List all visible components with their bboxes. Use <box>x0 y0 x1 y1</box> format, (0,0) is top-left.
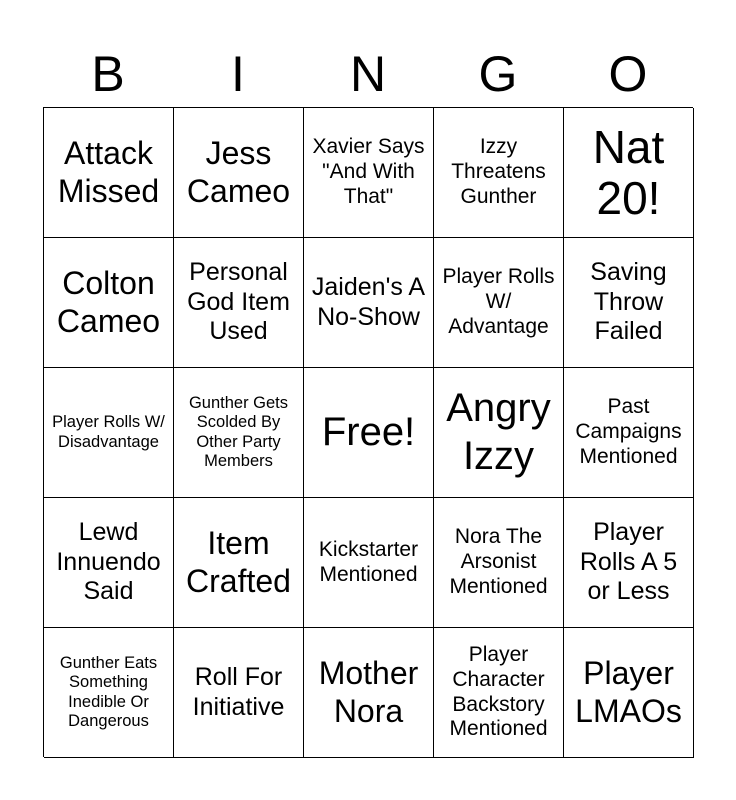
bingo-cell[interactable]: Roll For Initiative <box>174 628 304 758</box>
bingo-cell[interactable]: Mother Nora <box>304 628 434 758</box>
bingo-cell[interactable]: Player Character Backstory Mentioned <box>434 628 564 758</box>
bingo-cell[interactable]: Kickstarter Mentioned <box>304 498 434 628</box>
bingo-cell[interactable]: Nora The Arsonist Mentioned <box>434 498 564 628</box>
bingo-cell[interactable]: Player LMAOs <box>564 628 694 758</box>
bingo-cell[interactable]: Player Rolls A 5 or Less <box>564 498 694 628</box>
bingo-cell[interactable]: Jaiden's A No-Show <box>304 238 434 368</box>
bingo-cell[interactable]: Izzy Threatens Gunther <box>434 108 564 238</box>
bingo-grid <box>43 107 693 757</box>
bingo-cell[interactable]: Attack Missed <box>44 108 174 238</box>
header-letter-b: B <box>91 46 125 102</box>
bingo-cell[interactable]: Nat 20! <box>564 108 694 238</box>
header-letter-o: O <box>608 46 648 102</box>
bingo-cell[interactable]: Angry Izzy <box>434 368 564 498</box>
bingo-cell[interactable]: Item Crafted <box>174 498 304 628</box>
header-letter-i: I <box>231 46 245 102</box>
bingo-cell[interactable]: Gunther Gets Scolded By Other Party Members <box>174 368 304 498</box>
bingo-cell[interactable]: Lewd Innuendo Said <box>44 498 174 628</box>
header-letter-n: N <box>349 46 387 102</box>
bingo-cell[interactable]: Saving Throw Failed <box>564 238 694 368</box>
bingo-cell[interactable]: Colton Cameo <box>44 238 174 368</box>
bingo-cell[interactable]: Xavier Says "And With That" <box>304 108 434 238</box>
bingo-cell[interactable]: Player Rolls W/ Disadvantage <box>44 368 174 498</box>
header-letter-g: G <box>478 46 518 102</box>
bingo-cell[interactable]: Jess Cameo <box>174 108 304 238</box>
bingo-cell[interactable]: Personal God Item Used <box>174 238 304 368</box>
bingo-cell[interactable]: Past Campaigns Mentioned <box>564 368 694 498</box>
bingo-cell-free[interactable]: Free! <box>304 368 434 498</box>
bingo-cell[interactable]: Player Rolls W/ Advantage <box>434 238 564 368</box>
bingo-cell[interactable]: Gunther Eats Something Inedible Or Dangerous <box>44 628 174 758</box>
bingo-header <box>43 40 693 108</box>
